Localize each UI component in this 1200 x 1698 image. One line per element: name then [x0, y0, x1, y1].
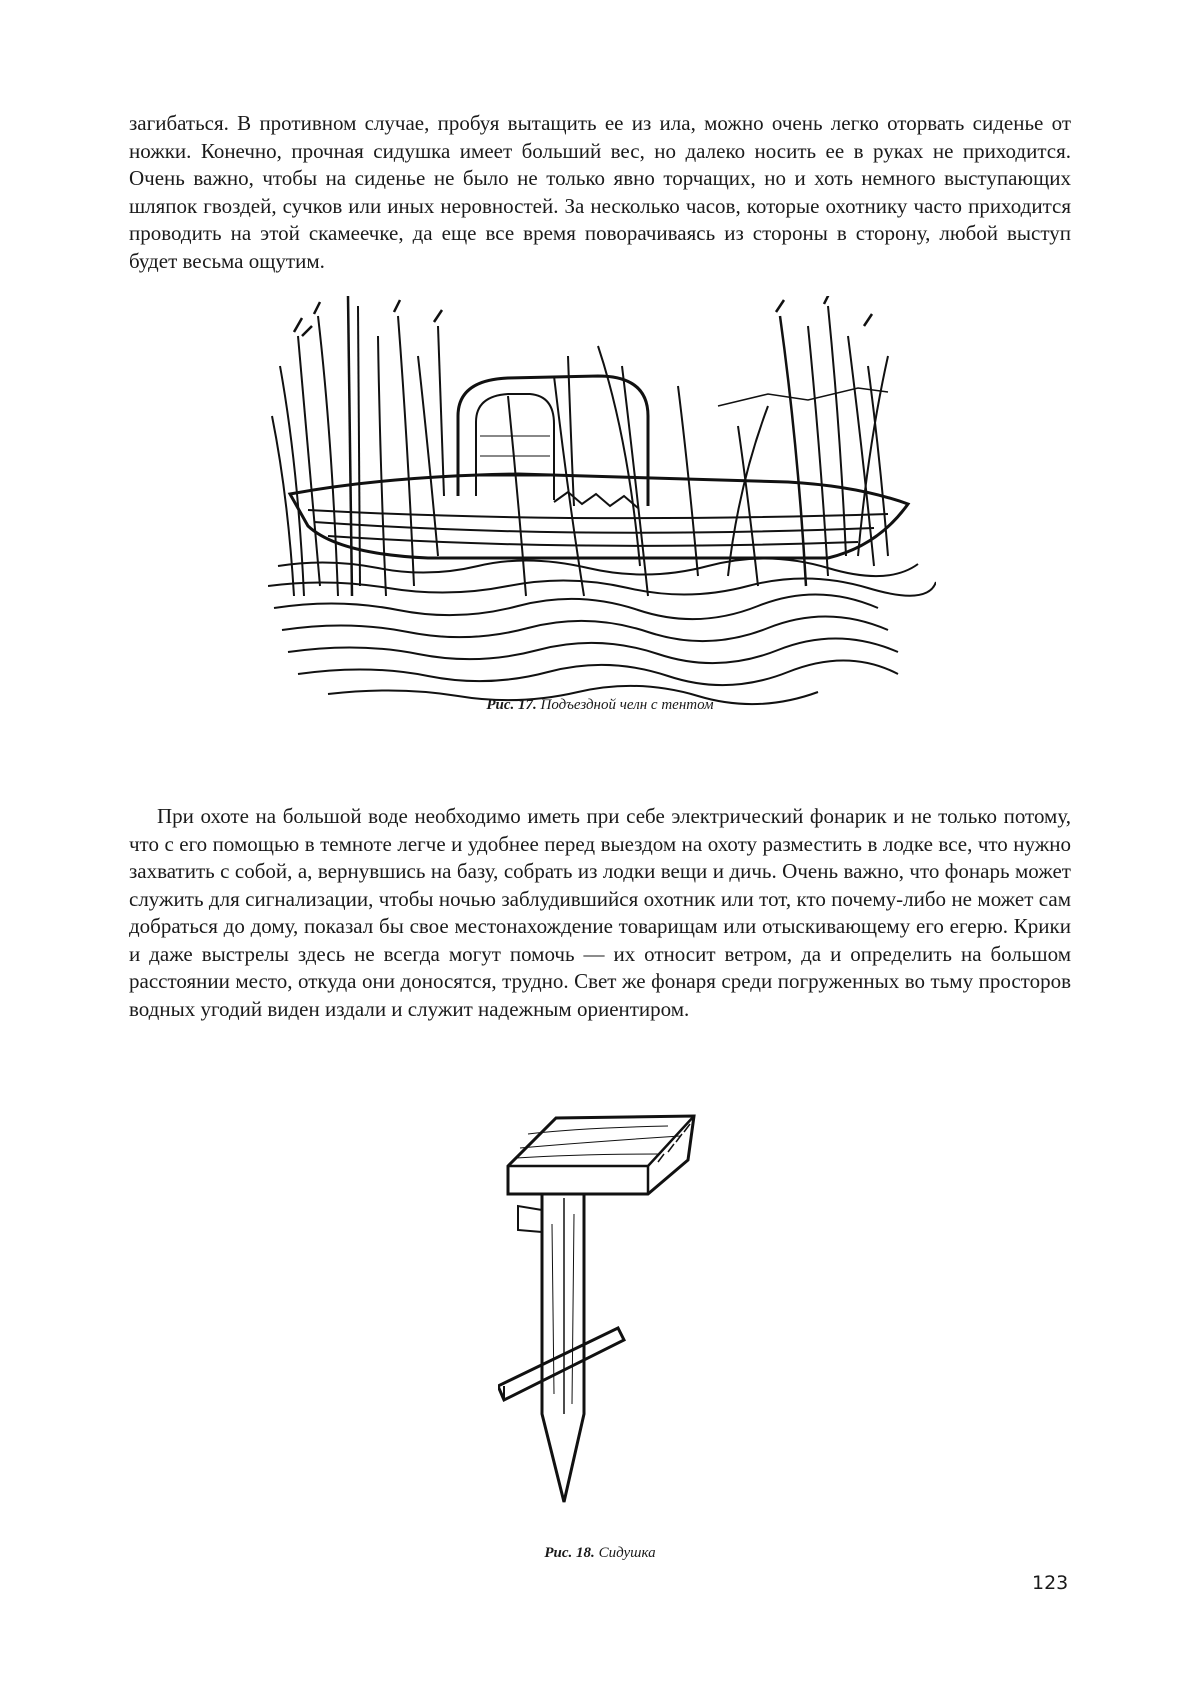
figure-18-seat-illustration [498, 1114, 702, 1524]
paragraph-middle: При охоте на большой воде необходимо иметь при себе электрический фонарик и не только потому, что с его помощью в темноте легче и удобнее перед выездом на охоту разместить в лодке все, что нужно захватить с собой, а, вернувшись на базу, собрать из лодки вещи и дичь. Очень важно, что фонарь может служить для сигнализации, чтобы ночью заблудившийся охотник или тот, кто почему-либо не может сам добраться до дому, показал бы свое местонахождение товарищам или отыскивающему его егерю. Крики и даже выстрелы здесь не всегда могут помочь — их относит ветром, да и определить на большом расстоянии место, откуда они доносятся, трудно. Свет же фонаря среди погруженных во тьму просторов водных угодий виден издали и служит надежным ориентиром. [129, 804, 1071, 1021]
figure-17-caption [0, 697, 1200, 714]
figure-18-label: Рис. 18. [544, 1545, 595, 1561]
figure-17-title: Подъездной челн с тентом [540, 697, 714, 713]
figure-18-caption [0, 1545, 1200, 1562]
figure-17-boat-illustration [268, 296, 936, 726]
figure-18-title: Сидушка [598, 1545, 656, 1561]
paragraph-top: загибаться. В противном случае, пробуя вытащить ее из ила, можно очень легко оторвать сиденье от ножки. Конечно, прочная сидушка имеет больший вес, но далеко носить ее в руках не приходится. Очень важно, чтобы на сиденье не было не только явно торчащих, но и хоть немного выступающих шляпок гвоздей, сучков или иных неровностей. За несколько часов, которые охотнику часто приходится проводить на этой скамеечке, да еще все время поворачиваясь из стороны в сторону, любой выступ будет весьма ощутим. [129, 111, 1071, 273]
figure-17-label: Рис. 17. [486, 697, 537, 713]
page-number: 123 [1032, 1572, 1069, 1594]
